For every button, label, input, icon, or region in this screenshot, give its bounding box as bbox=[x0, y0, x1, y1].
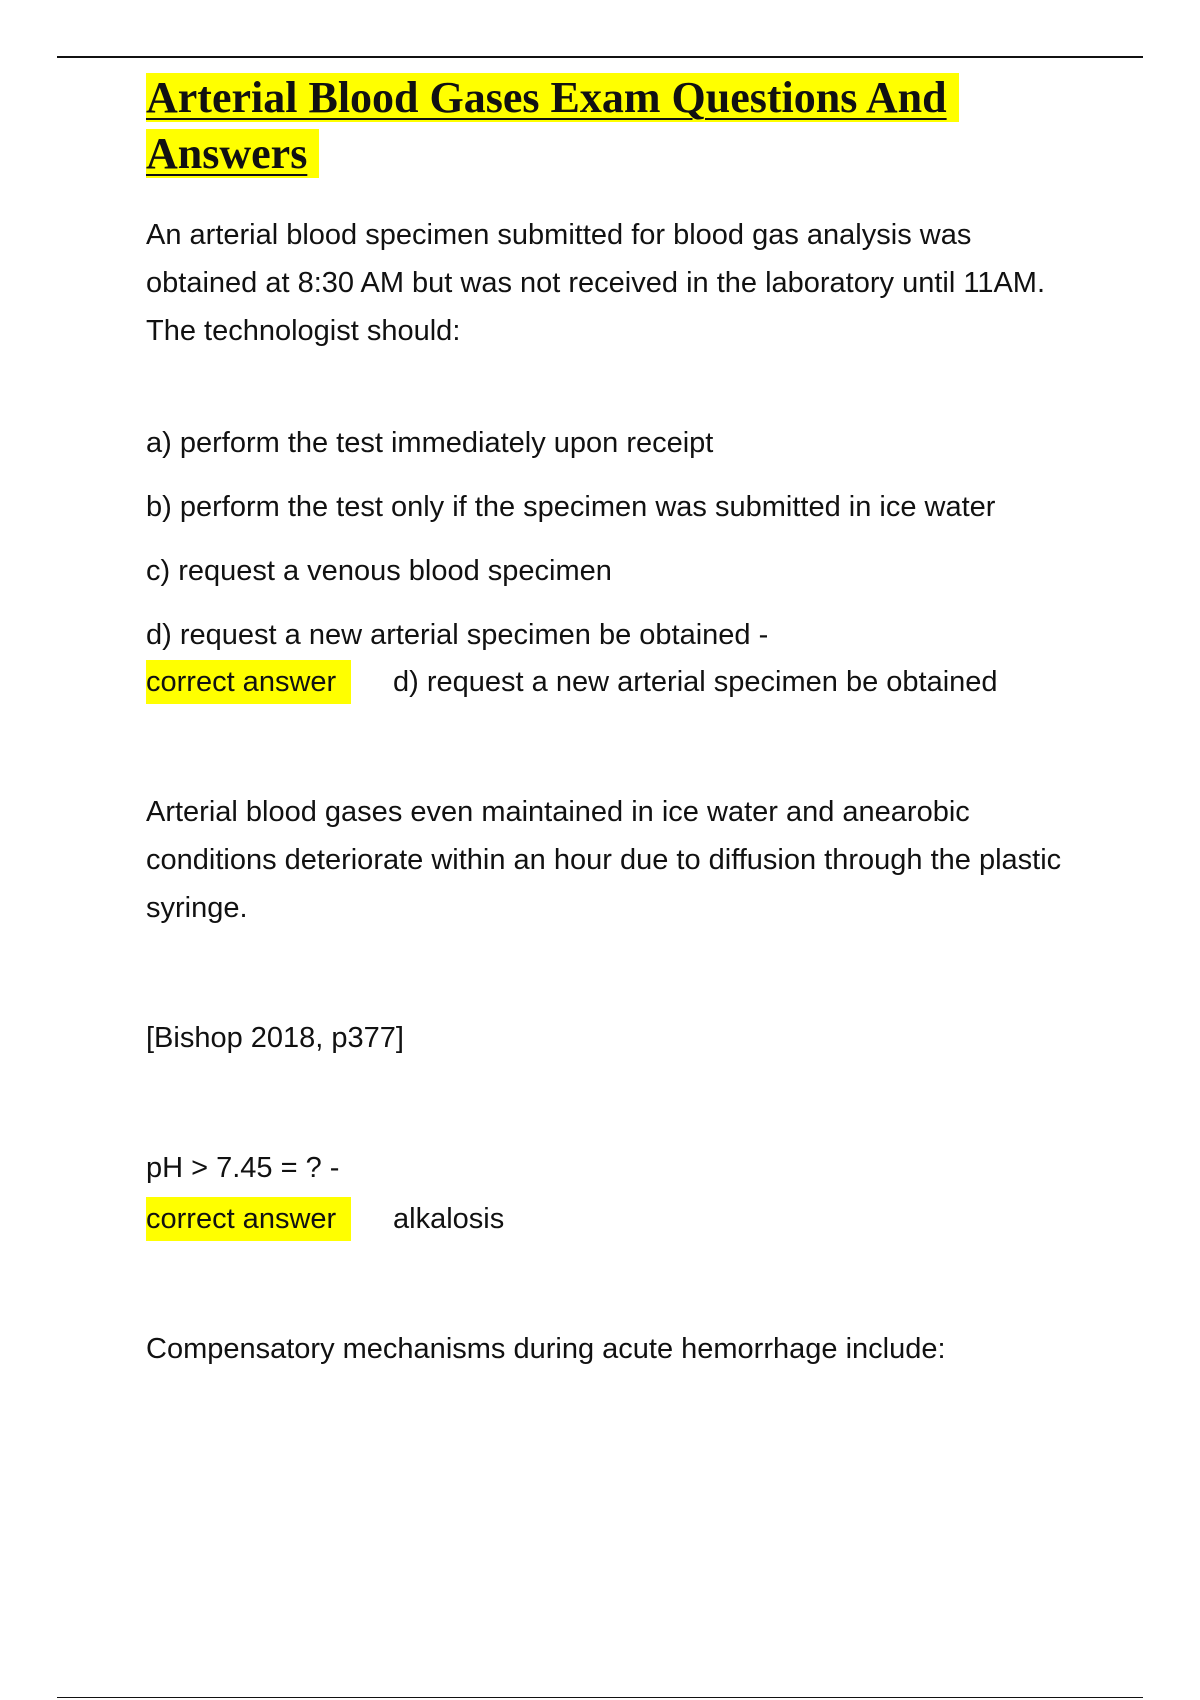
question-2-stem: pH > 7.45 = ? - bbox=[146, 1152, 340, 1184]
document-page bbox=[146, 70, 1086, 1373]
document-title bbox=[146, 70, 1086, 182]
question-2-answer bbox=[146, 1197, 1086, 1241]
correct-answer-tag: correct answer bbox=[146, 1197, 351, 1241]
title-line-1: Arterial Blood Gases Exam Questions And bbox=[146, 73, 959, 122]
answer-text: d) request a new arterial specimen be obtained bbox=[393, 666, 998, 698]
option-d: d) request a new arterial specimen be obtained - bbox=[146, 619, 769, 651]
option-c: c) request a venous blood specimen bbox=[146, 555, 612, 587]
question-1-options bbox=[146, 423, 1086, 655]
question-1-explanation: Arterial blood gases even maintained in ice water and anearobic conditions deteriorate within an hour due to diffusion through the plastic syringe. bbox=[146, 796, 1062, 924]
question-1-stem: An arterial blood specimen submitted for blood gas analysis was obtained at 8:30 AM but was not received in the laboratory until 11AM. The technologist should: bbox=[146, 219, 1045, 347]
option-b: b) perform the test only if the specimen was submitted in ice water bbox=[146, 491, 996, 523]
title-line-2: Answers bbox=[146, 129, 319, 178]
bottom-rule bbox=[57, 1697, 1143, 1698]
question-1-reference: [Bishop 2018, p377] bbox=[146, 1022, 404, 1054]
top-rule bbox=[57, 56, 1143, 58]
correct-answer-tag: correct answer bbox=[146, 660, 351, 704]
question-1-answer bbox=[146, 660, 1086, 704]
answer-text: alkalosis bbox=[393, 1203, 505, 1235]
question-3-stem: Compensatory mechanisms during acute hemorrhage include: bbox=[146, 1333, 946, 1365]
option-a: a) perform the test immediately upon receipt bbox=[146, 427, 714, 459]
